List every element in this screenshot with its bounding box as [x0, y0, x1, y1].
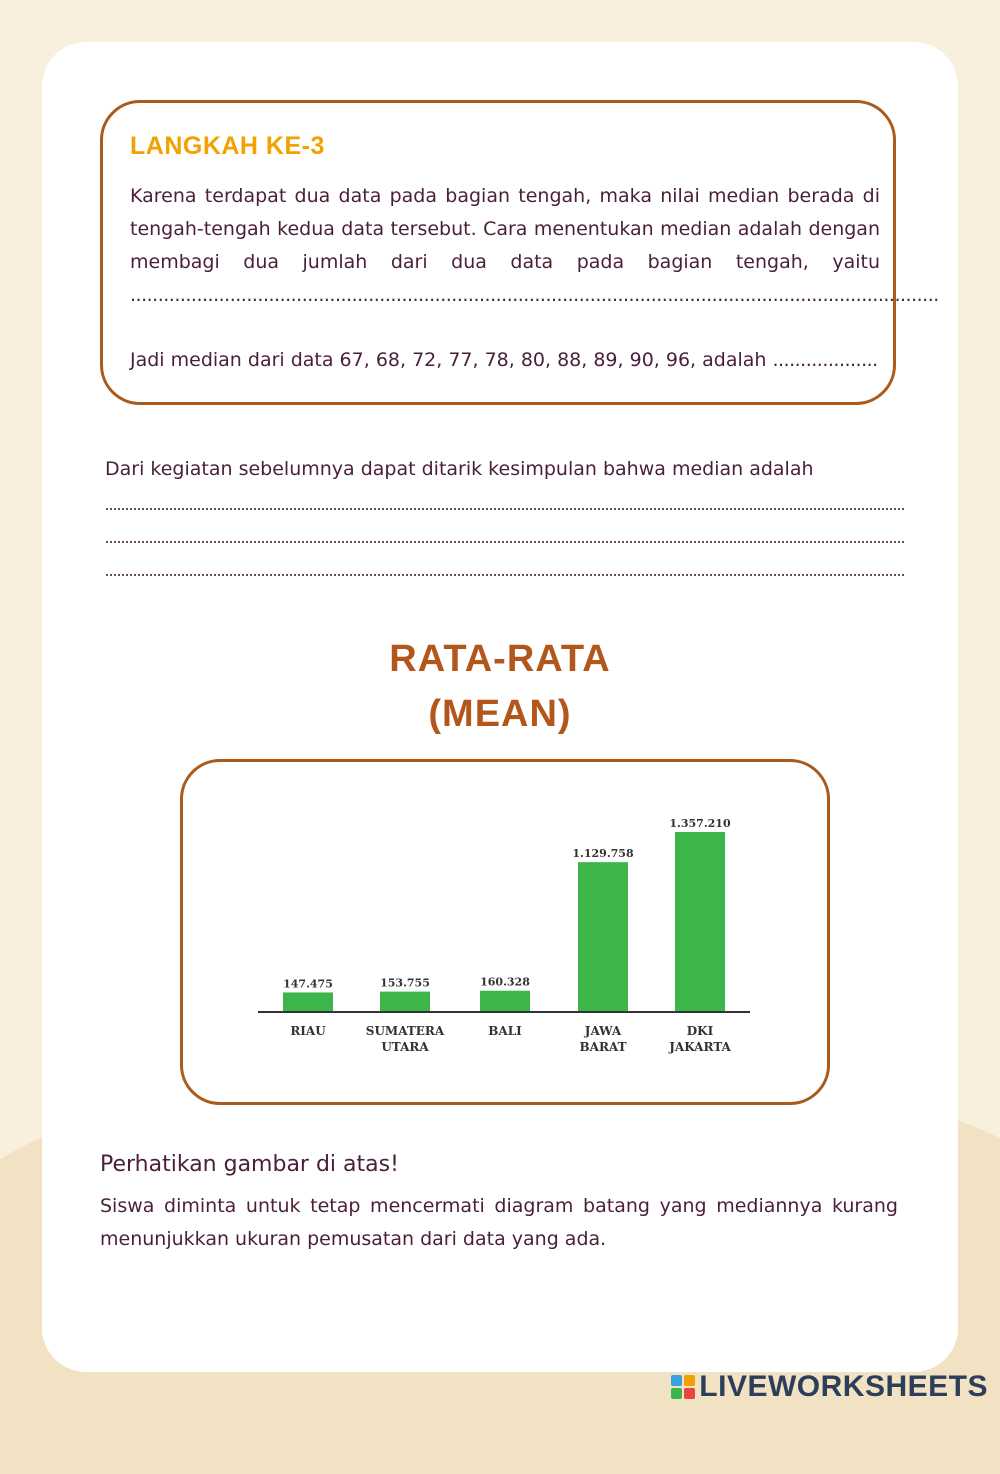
bar-value-label: 160.328	[480, 975, 530, 989]
logo-square	[671, 1375, 682, 1386]
category-label: BARAT	[579, 1040, 627, 1054]
category-label: UTARA	[381, 1040, 429, 1054]
step-3-title: LANGKAH KE-3	[130, 132, 325, 160]
bar	[675, 832, 725, 1012]
bar	[578, 862, 628, 1012]
step-3-body: Karena terdapat dua data pada bagian tengah, maka nilai median berada di tengah-tengah kedua data tersebut. Cara menentukan median adalah dengan membagi dua jumlah dari dua data pada bagian tengah, yaitu	[130, 185, 880, 273]
conclusion-prompt: Dari kegiatan sebelumnya dapat ditarik kesimpulan bahwa median adalah	[105, 458, 814, 480]
category-label: SUMATERA	[365, 1024, 445, 1038]
category-label: JAKARTA	[669, 1040, 731, 1054]
section-subtitle: (MEAN)	[428, 693, 572, 735]
category-label: RIAU	[290, 1024, 326, 1038]
question-body: Siswa diminta untuk tetap mencermati diagram batang yang mediannya kurang menunjukkan ukuran pemusatan dari data yang ada.	[100, 1195, 898, 1250]
logo-square	[684, 1375, 695, 1386]
bar	[480, 991, 530, 1012]
logo-square	[671, 1388, 682, 1399]
step-3-answer-blank[interactable]: ..................................................................................................................................................	[130, 284, 939, 306]
median-answer-blank[interactable]: ...................	[772, 349, 878, 371]
category-label: BALI	[488, 1024, 522, 1038]
bar-value-label: 1.357.210	[669, 817, 731, 830]
brand-name: LIVEWORKSHEETS	[699, 1370, 988, 1403]
section-title: RATA-RATA	[389, 638, 611, 680]
question-title: Perhatikan gambar di atas!	[100, 1152, 399, 1177]
step-3-conclusion-text: Jadi median dari data 67, 68, 72, 77, 78, 80, 88, 89, 90, 96, adalah	[130, 349, 773, 371]
category-label: DKI	[686, 1024, 714, 1038]
bar	[283, 992, 333, 1012]
bar-value-label: 147.475	[283, 977, 333, 991]
category-label: JAWA	[584, 1024, 622, 1038]
logo-square	[684, 1388, 695, 1399]
bar-value-label: 1.129.758	[572, 847, 634, 861]
brand-watermark	[671, 1370, 988, 1404]
bar	[380, 992, 430, 1012]
bar-value-label: 153.755	[380, 976, 430, 990]
liveworksheets-logo-icon	[671, 1375, 695, 1399]
